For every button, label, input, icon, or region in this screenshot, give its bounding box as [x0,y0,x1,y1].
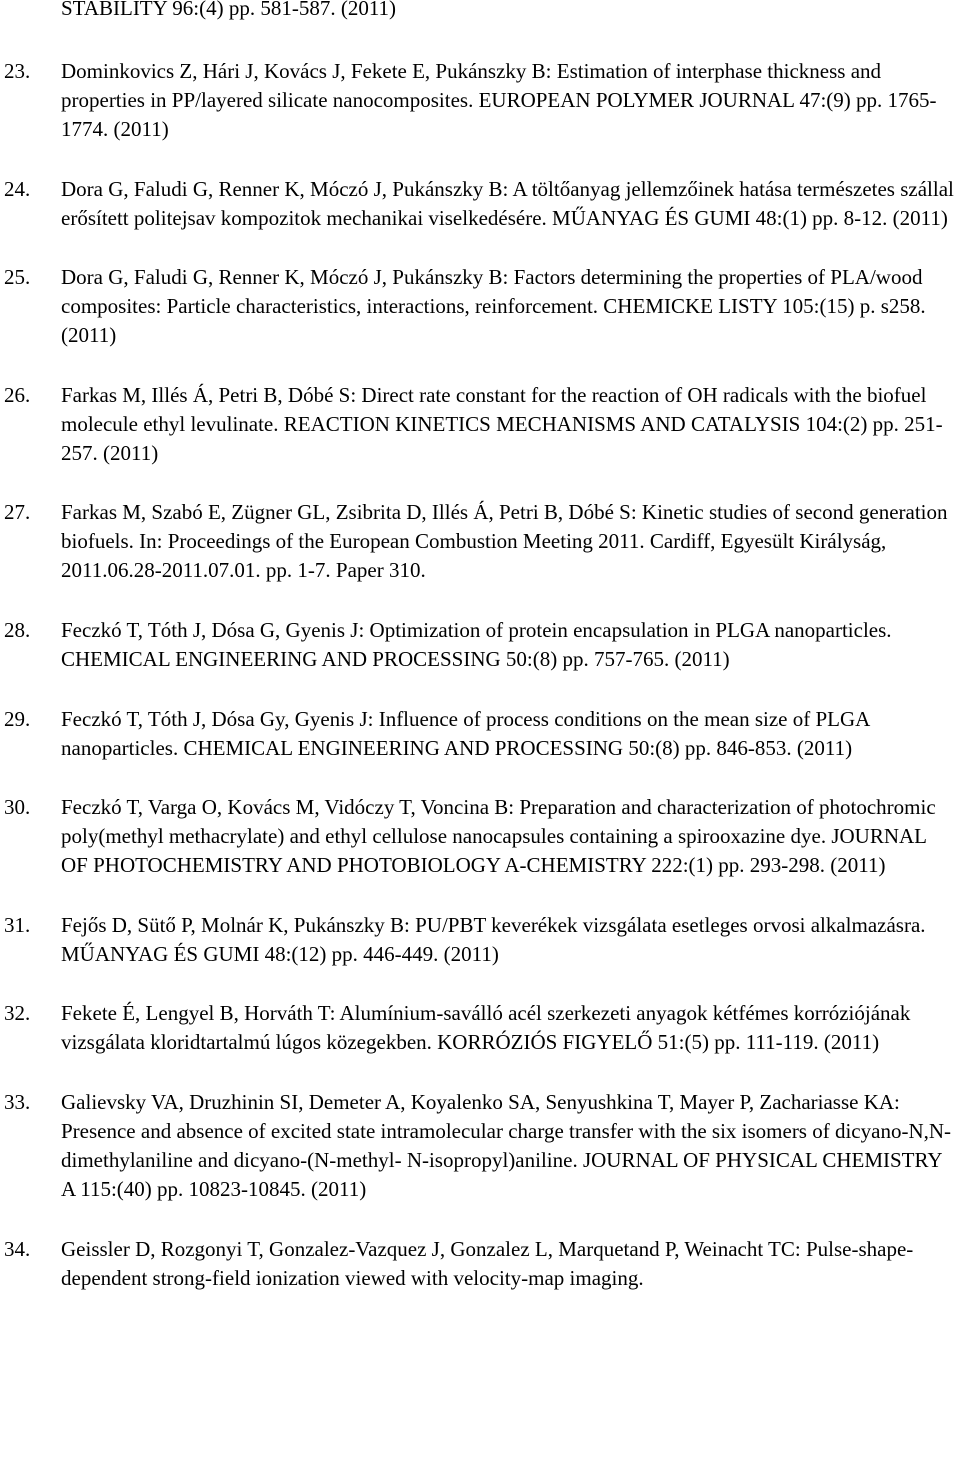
reference-continuation: STABILITY 96:(4) pp. 581-587. (2011) [61,0,397,20]
reference-number: 30. [4,795,31,820]
reference-number: 31. [4,912,31,937]
reference-item [0,999,960,1057]
reference-item [0,1088,960,1204]
reference-number: 24. [4,176,31,201]
reference-text: Feczkó T, Varga O, Kovács M, Vidóczy T, Voncina B: Preparation and characterization of photochromic poly(methyl methacrylate) and ethyl cellulose nanocapsules containing a spirooxazine dye. JOURNAL OF PHOTOCHEMISTRY AND PHOTOBIOLOGY A-CHEMISTRY 222:(1) pp. 293-298. (2011) [61,795,936,878]
reference-text: Geissler D, Rozgonyi T, Gonzalez-Vazquez J, Gonzalez L, Marquetand P, Weinacht TC: Pulse-shape-dependent strong-field ionization viewed with velocity-map imaging. [61,1236,914,1290]
reference-item [0,57,960,144]
reference-item [0,705,960,763]
reference-number: 32. [4,1001,31,1026]
reference-item [0,1235,960,1293]
reference-text: Feczkó T, Tóth J, Dósa G, Gyenis J: Optimization of protein encapsulation in PLGA nanoparticles. CHEMICAL ENGINEERING AND PROCESSING 50:(8) pp. 757-765. (2011) [61,617,892,671]
reference-item [0,381,960,468]
reference-text: Feczkó T, Tóth J, Dósa Gy, Gyenis J: Influence of process conditions on the mean size of PLGA nanoparticles. CHEMICAL ENGINEERING AND PROCESSING 50:(8) pp. 846-853. (2011) [61,706,870,760]
reference-text: Fekete É, Lengyel B, Horváth T: Alumínium-saválló acél szerkezeti anyagok kétfémes korróziójának vizsgálata kloridtartalmú lúgos közegekben. KORRÓZIÓS FIGYELŐ 51:(5) pp. 111-119. (2011) [61,1001,911,1055]
reference-number: 34. [4,1236,31,1261]
reference-number: 27. [4,500,31,525]
reference-text: Farkas M, Szabó E, Zügner GL, Zsibrita D, Illés Á, Petri B, Dóbé S: Kinetic studies of second generation biofuels. In: Proceedings of the European Combustion Meeting 2011. Cardiff, Egyesült Királyság, 2011.06.28-2011.07.01. pp. 1-7. Paper 310. [61,500,948,583]
reference-item [0,793,960,880]
reference-text: Galievsky VA, Druzhinin SI, Demeter A, Koyalenko SA, Senyushkina T, Mayer P, Zachariasse KA: Presence and absence of excited state intramolecular charge transfer with the six isomers of dicyano-N,N-dimethylaniline and dicyano-(N-methyl- N-isopropyl)aniline. JOURNAL OF PHYSICAL CHEMISTRY A 115:(40) pp. 10823-10845. (2011) [61,1089,952,1201]
reference-number: 25. [4,265,31,290]
reference-item [0,498,960,585]
reference-number: 26. [4,382,31,407]
reference-text: Dora G, Faludi G, Renner K, Móczó J, Pukánszky B: A töltőanyag jellemzőinek hatása természetes szállal erősített politejsav kompozitok mechanikai viselkedésére. MŰANYAG ÉS GUMI 48:(1) pp. 8-12. (2011) [61,176,954,230]
reference-text: Fejős D, Sütő P, Molnár K, Pukánszky B: PU/PBT keverékek vizsgálata esetleges orvosi alkalmazásra. MŰANYAG ÉS GUMI 48:(12) pp. 446-449. (2011) [61,912,926,966]
reference-text: Farkas M, Illés Á, Petri B, Dóbé S: Direct rate constant for the reaction of OH radicals with the biofuel molecule ethyl levulinate. REACTION KINETICS MECHANISMS AND CATALYSIS 104:(2) pp. 251-257. (2011) [61,382,943,465]
reference-number: 29. [4,706,31,731]
reference-text: Dominkovics Z, Hári J, Kovács J, Fekete E, Pukánszky B: Estimation of interphase thickness and properties in PP/layered silicate nanocomposites. EUROPEAN POLYMER JOURNAL 47:(9) pp. 1765-1774. (2011) [61,59,937,141]
reference-item [0,175,960,233]
reference-item [0,911,960,969]
reference-item [0,616,960,674]
reference-list [0,57,960,1323]
reference-item [0,263,960,350]
reference-number: 23. [4,59,31,83]
reference-text: Dora G, Faludi G, Renner K, Móczó J, Pukánszky B: Factors determining the properties of PLA/wood composites: Particle characteristics, interactions, reinforcement. CHEMICKE LISTY 105:(15) p. s258. (2011) [61,265,926,348]
reference-number: 33. [4,1089,31,1114]
reference-number: 28. [4,617,31,642]
